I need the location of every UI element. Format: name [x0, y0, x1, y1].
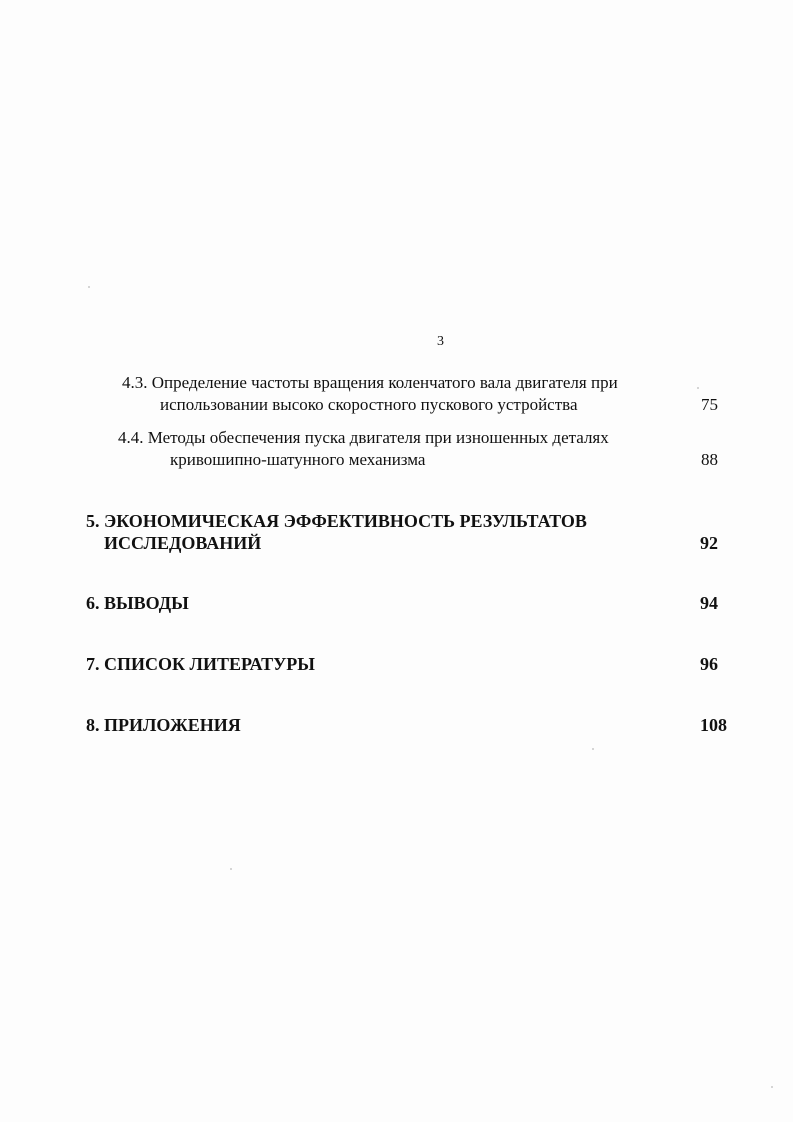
toc-entry-4-3-page: 75: [701, 395, 718, 414]
scan-speck: [592, 748, 594, 750]
toc-section-5-page: 92: [700, 533, 718, 553]
toc-section-8-title: 8. ПРИЛОЖЕНИЯ: [86, 715, 241, 735]
toc-section-8-page: 108: [700, 715, 727, 735]
scan-speck: [88, 286, 90, 288]
toc-entry-4-4-line2: кривошипно-шатунного механизма: [170, 450, 426, 469]
toc-section-6-page: 94: [700, 593, 718, 613]
toc-entry-4-3-line2: использовании высоко скоростного пускового устройства: [160, 395, 578, 414]
toc-section-7-title: 7. СПИСОК ЛИТЕРАТУРЫ: [86, 654, 315, 674]
toc-section-6-title: 6. ВЫВОДЫ: [86, 593, 189, 613]
scan-speck: [230, 868, 232, 870]
scan-speck: [771, 1086, 773, 1088]
toc-section-5-line2: ИССЛЕДОВАНИЙ: [104, 533, 262, 553]
toc-section-7-page: 96: [700, 654, 718, 674]
toc-section-5-line1: 5. ЭКОНОМИЧЕСКАЯ ЭФФЕКТИВНОСТЬ РЕЗУЛЬТАТОВ: [86, 511, 587, 531]
scan-speck: [697, 387, 699, 389]
toc-entry-4-4-page: 88: [701, 450, 718, 469]
page-number: 3: [437, 334, 444, 349]
toc-entry-4-3-line1: 4.3. Определение частоты вращения коленчатого вала двигателя при: [122, 373, 618, 392]
toc-entry-4-4-line1: 4.4. Методы обеспечения пуска двигателя при изношенных деталях: [118, 428, 609, 447]
